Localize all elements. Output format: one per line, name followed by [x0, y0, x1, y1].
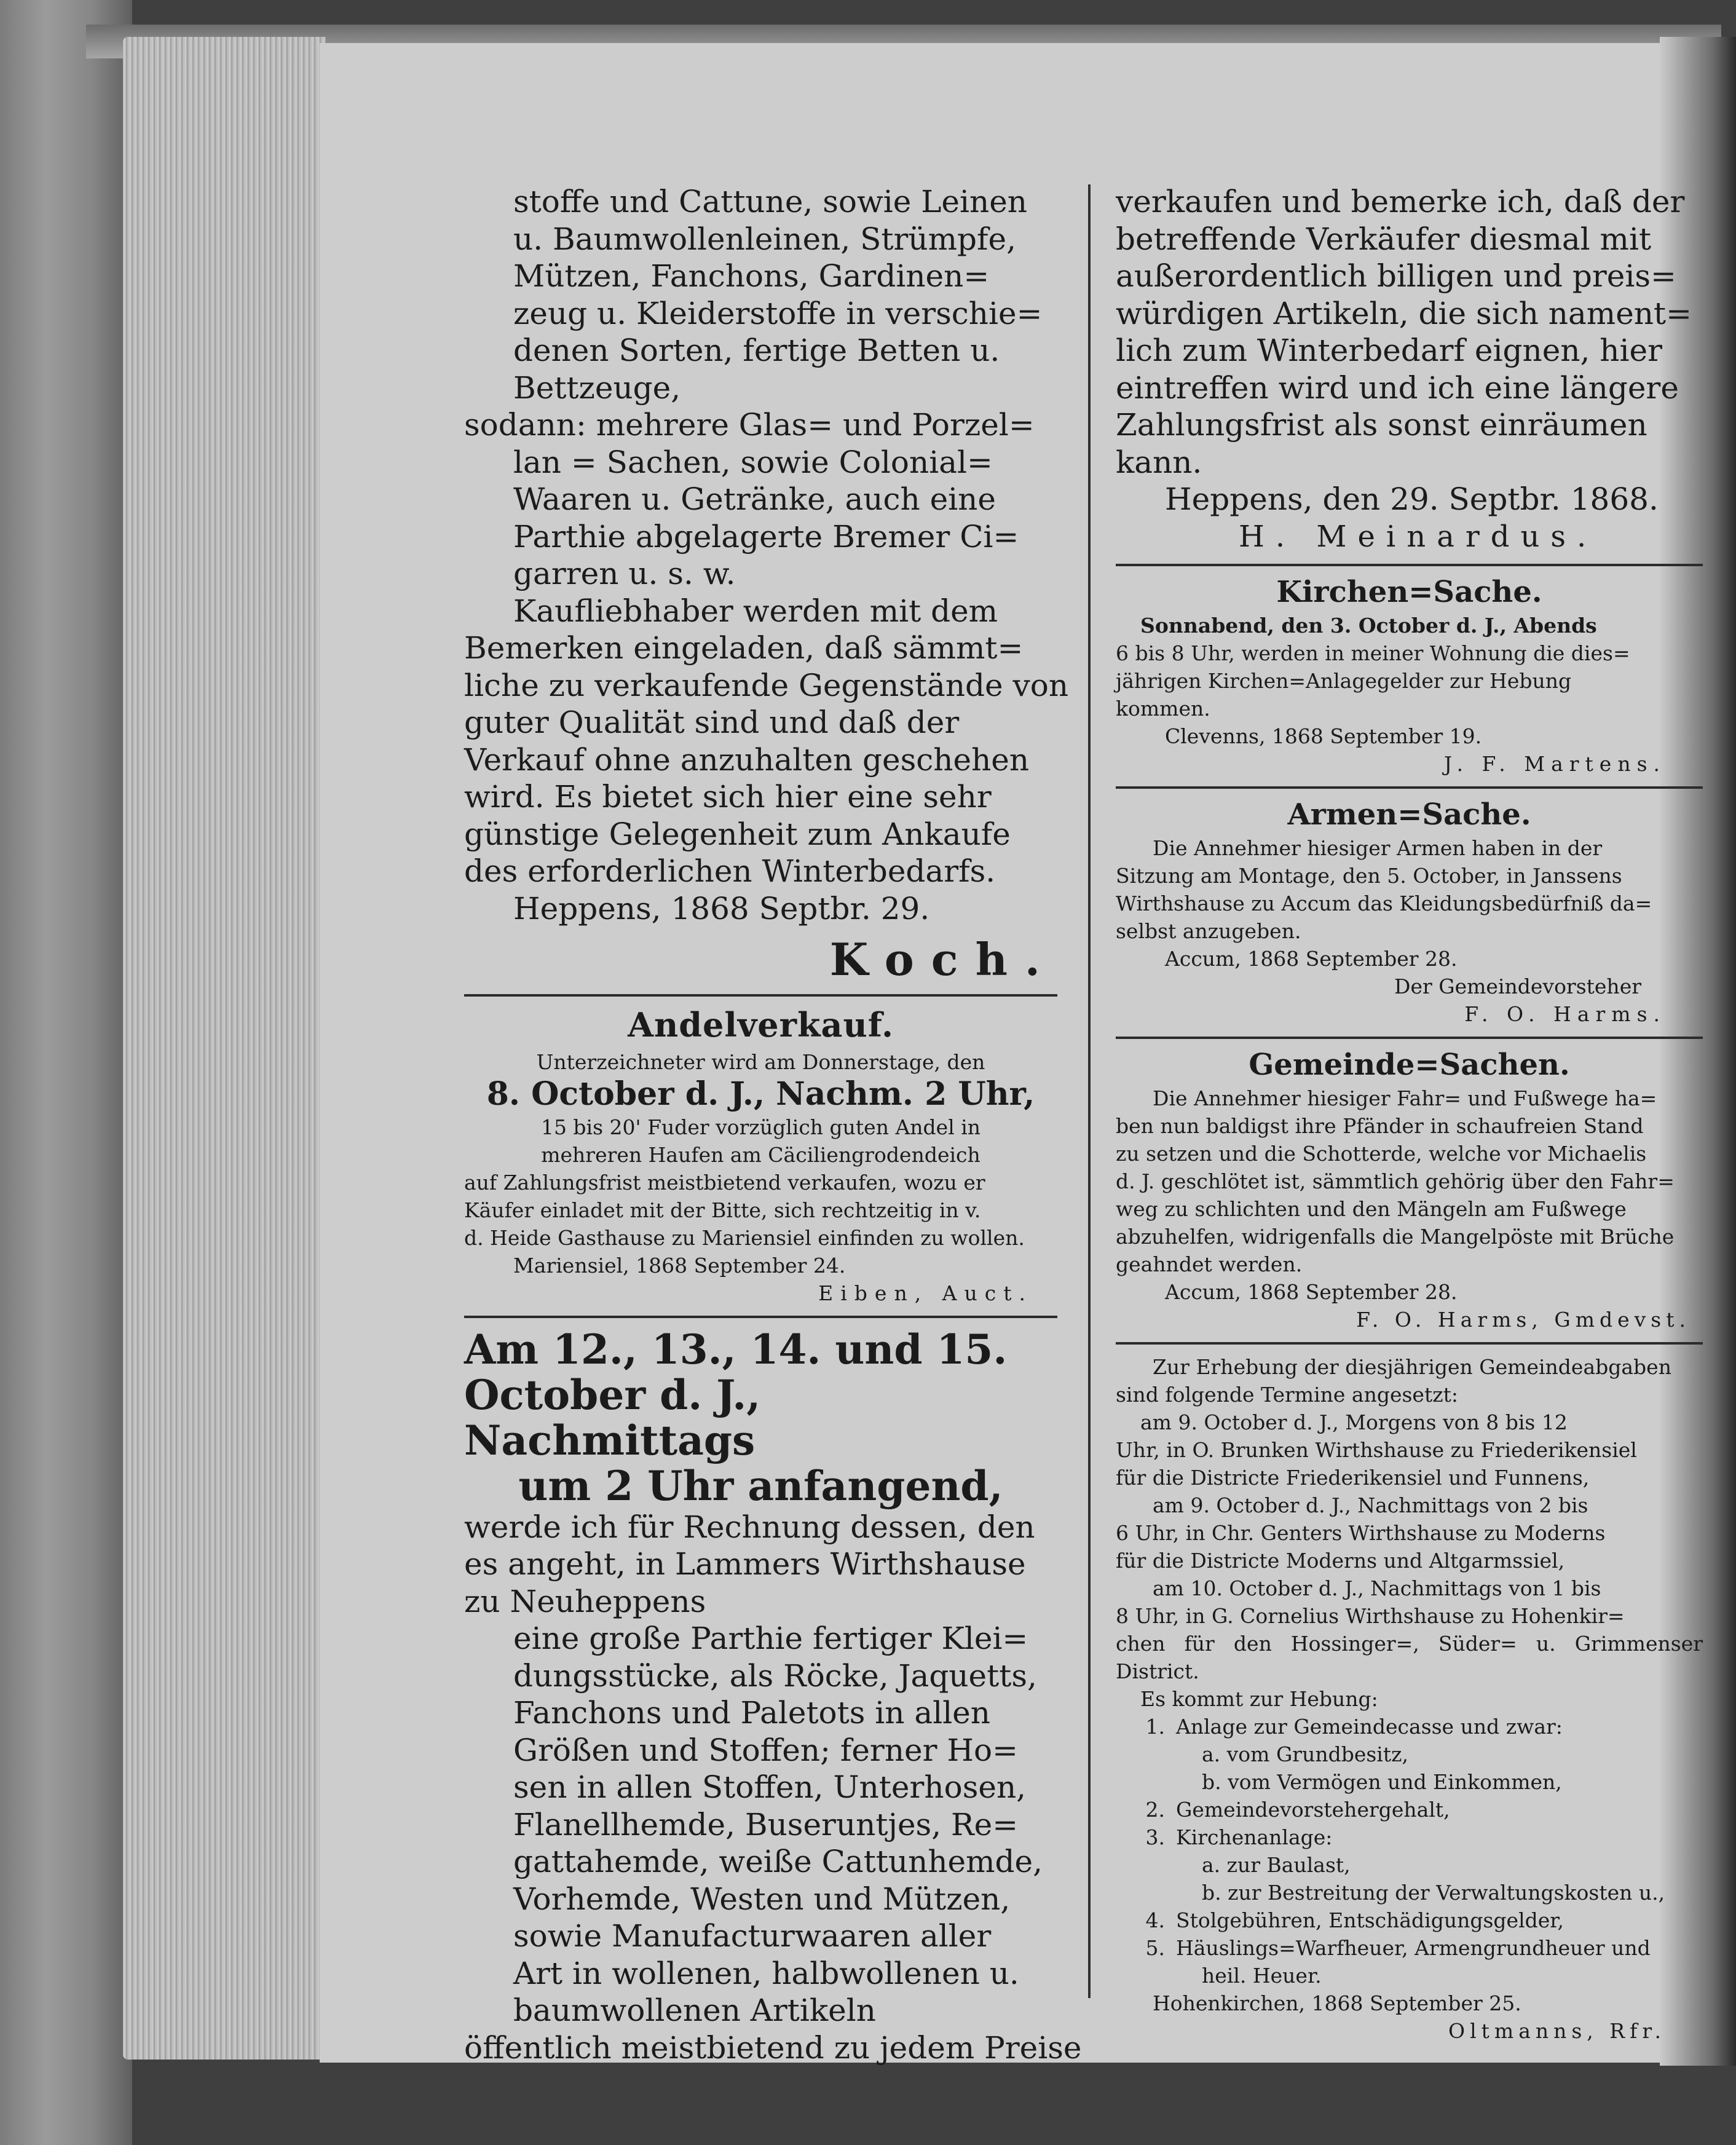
text-line: mehreren Haufen am Cäciliengrodendeich [541, 1142, 980, 1167]
text-line: zu setzen und die Schotterde, welche vor Michaelis [1116, 1142, 1647, 1166]
page-stack [123, 37, 326, 2060]
text-line: ben nun baldigst ihre Pfänder in schaufreien Stand [1116, 1114, 1644, 1138]
text-line: dungsstücke, als Röcke, Jaquetts, [513, 1657, 1037, 1694]
text-line: d. Heide Gasthause zu Mariensiel einfinden zu wollen. [464, 1225, 1025, 1250]
text-line: des erforderlichen Winterbedarfs. [464, 853, 996, 889]
section-rule [464, 1316, 1057, 1318]
text-line: lich zum Winterbedarf eignen, hier [1116, 333, 1662, 368]
text-line: zeug u. Kleiderstoffe in verschie= [513, 295, 1043, 331]
list-item: heil. Heuer. [1202, 1964, 1322, 1988]
text-line: sen in allen Stoffen, Unterhosen, [513, 1769, 1027, 1805]
list-item: 4. Stolgebühren, Entschädigungsgelder, [1145, 1908, 1564, 1932]
continuation-signature: H. Meinardus. [1239, 519, 1598, 554]
gemeinde-notice [1116, 1048, 1703, 1333]
text-line: Bemerken eingeladen, daß sämmt= [464, 630, 1024, 666]
left-column [464, 183, 1082, 2066]
list-item: 2. Gemeindevorstehergehalt, [1145, 1798, 1450, 1822]
text-line: d. J. geschlötet ist, sämmtlich gehörig über den Fahr= [1116, 1169, 1675, 1193]
text-line: Sitzung am Montage, den 5. October, in Janssens [1116, 864, 1622, 888]
text-line: guter Qualität sind und daß der [464, 705, 960, 740]
text-line: zu Neuheppens [464, 1583, 706, 1619]
gemeinde-signature: F. O. Harms, Gmdevst. [1356, 1308, 1691, 1332]
text-line: selbst anzugeben. [1116, 919, 1301, 943]
text-line: verkaufen und bemerke ich, daß der [1116, 184, 1685, 219]
continuation-block [1116, 183, 1703, 518]
text-line: Käufer einladet mit der Bitte, sich rechtzeitig in v. [464, 1198, 981, 1222]
andel-heading: Andelverkauf. [628, 1005, 894, 1045]
abgaben-signature: Oltmanns, Rfr. [1448, 2019, 1666, 2043]
text-line: stoffe und Cattune, sowie Leinen [513, 184, 1028, 219]
column-divider [1088, 184, 1091, 1998]
kirchen-notice [1116, 575, 1703, 778]
text-line: Art in wollenen, halbwollenen u. [513, 1955, 1019, 1991]
text-line: lan = Sachen, sowie Colonial= [513, 444, 993, 480]
text-line: 15 bis 20' Fuder vorzüglich guten Andel in [540, 1115, 981, 1139]
text-line: baumwollenen Artikeln [513, 1993, 876, 2028]
text-line: Größen und Stoffen; ferner Ho= [513, 1732, 1019, 1768]
section-rule [464, 994, 1057, 997]
armen-heading: Armen=Sache. [1287, 797, 1531, 832]
andel-place-date: Mariensiel, 1868 September 24. [513, 1253, 846, 1278]
andel-notice [464, 1005, 1057, 1307]
andel-signature: Eiben, Auct. [818, 1281, 1033, 1305]
text-line: jährigen Kirchen=Anlagegelder zur Hebung [1116, 669, 1572, 693]
text-line: Parthie abgelagerte Bremer Ci= [513, 518, 1019, 555]
clothing-auction-notice [464, 1325, 1082, 2067]
text-line: Sonnabend, den 3. October d. J., Abends [1140, 614, 1597, 638]
text-line: sodann: mehrere Glas= und Porzel= [464, 407, 1035, 443]
text-line: Die Annehmer hiesiger Armen haben in der [1153, 836, 1603, 860]
text-line: Flanellhemde, Buseruntjes, Re= [513, 1806, 1019, 1843]
text-line: garren u. s. w. [513, 556, 736, 591]
text-line: für die Districte Moderns und Altgarmssiel, [1116, 1549, 1565, 1573]
text-line: Verkauf ohne anzuhalten geschehen [464, 741, 1030, 778]
text-line: Wirthshause zu Accum das Kleidungsbedürfniß da= [1116, 891, 1652, 915]
text-line: kann. [1116, 444, 1202, 480]
text-line: Zahlungsfrist als sonst einräumen [1116, 407, 1647, 443]
section-rule [1116, 564, 1703, 566]
list-item: a. zur Baulast, [1202, 1853, 1351, 1877]
text-line: für die Districte Friederikensiel und Funnens, [1116, 1466, 1590, 1490]
gemeinde-heading: Gemeinde=Sachen. [1249, 1048, 1570, 1082]
clothing-headline-line: October d. J., Nachmittags [464, 1370, 761, 1464]
text-line: am 10. October d. J., Nachmittags von 1 bis [1153, 1576, 1601, 1600]
text-line: eine große Parthie fertiger Klei= [513, 1621, 1028, 1656]
text-line: Zur Erhebung der diesjährigen Gemeindeabgaben [1153, 1355, 1671, 1379]
list-item: a. vom Grundbesitz, [1202, 1742, 1408, 1766]
auction-block-3 [464, 593, 1069, 928]
text-line: Bettzeuge, [513, 369, 681, 406]
text-line: Waaren u. Getränke, auch eine [513, 481, 996, 517]
gemeinde-place-date: Accum, 1868 September 28. [1165, 1280, 1458, 1304]
text-line: weg zu schlichten und den Mängeln am Fußwege [1116, 1197, 1627, 1221]
text-line: abzuhelfen, widrigenfalls die Mangelpöste mit Brüche [1116, 1225, 1675, 1249]
list-item: 1. Anlage zur Gemeindecasse und zwar: [1145, 1715, 1563, 1739]
abgaben-place-date: Hohenkirchen, 1868 September 25. [1153, 1991, 1521, 2015]
list-item: 3. Kirchenanlage: [1145, 1825, 1333, 1849]
andel-intro: Unterzeichneter wird am Donnerstage, den [536, 1050, 985, 1074]
text-line: chen für den Hossinger=, Süder= u. Grimmenser District. [1116, 1632, 1703, 1683]
text-line: am 9. October d. J., Morgens von 8 bis 12 [1140, 1410, 1568, 1434]
armen-notice [1116, 797, 1703, 1028]
section-rule [1116, 1037, 1703, 1039]
text-line: außerordentlich billigen und preis= [1116, 258, 1676, 294]
text-line: Uhr, in O. Brunken Wirthshause zu Friederikensiel [1116, 1438, 1637, 1462]
auction-block-1 [464, 183, 1057, 406]
armen-signature: F. O. Harms. [1464, 1002, 1666, 1026]
auction-date: Heppens, 1868 Septbr. 29. [513, 890, 930, 926]
text-line: sowie Manufacturwaaren aller [513, 1918, 992, 1954]
text-line: Vorhemde, Westen und Mützen, [513, 1881, 1011, 1917]
text-line: Die Annehmer hiesiger Fahr= und Fußwege ha= [1153, 1086, 1657, 1110]
text-line: Mützen, Fanchons, Gardinen= [513, 258, 990, 294]
text-line: liche zu verkaufende Gegenstände von [464, 667, 1069, 703]
andel-date-line: 8. October d. J., Nachm. 2 Uhr, [486, 1075, 1035, 1113]
text-line: günstige Gelegenheit zum Ankaufe [464, 816, 1011, 852]
list-item: b. vom Vermögen und Einkommen, [1202, 1770, 1562, 1794]
continuation-date: Heppens, den 29. Septbr. 1868. [1165, 481, 1659, 517]
right-column [1116, 183, 1703, 2045]
auction-signature: Koch. [829, 933, 1057, 986]
text-line: betreffende Verkäufer diesmal mit [1116, 221, 1652, 257]
text-line: gattahemde, weiße Cattunhemde, [513, 1844, 1043, 1879]
text-line: wird. Es bietet sich hier eine sehr [464, 779, 992, 815]
text-line: es angeht, in Lammers Wirthshause [464, 1546, 1026, 1582]
text-line: kommen. [1116, 697, 1210, 721]
list-item: b. zur Bestreitung der Verwaltungskosten u., [1202, 1881, 1665, 1905]
text-line: 8 Uhr, in G. Cornelius Wirthshause zu Hohenkir= [1116, 1604, 1625, 1628]
text-line: sind folgende Termine angesetzt: [1116, 1383, 1458, 1407]
kirchen-heading: Kirchen=Sache. [1276, 575, 1542, 609]
armen-role: Der Gemeindevorsteher [1394, 974, 1641, 998]
section-rule [1116, 1342, 1703, 1345]
clothing-headline-line: um 2 Uhr anfangend, [518, 1461, 1003, 1510]
text-line: auf Zahlungsfrist meistbietend verkaufen, wozu er [464, 1170, 985, 1195]
text-line: würdigen Artikeln, die sich nament= [1116, 295, 1692, 331]
book-edge [0, 0, 132, 2145]
text-line: denen Sorten, fertige Betten u. [513, 333, 1000, 368]
list-item: 5. Häuslings=Warfheuer, Armengrundheuer und [1145, 1936, 1651, 1960]
section-rule [1116, 786, 1703, 789]
text-line: am 9. October d. J., Nachmittags von 2 bis [1153, 1493, 1588, 1517]
text-line: Kaufliebhaber werden mit dem [513, 593, 998, 629]
abgaben-notice [1116, 1353, 1703, 2045]
text-line: u. Baumwollenleinen, Strümpfe, [513, 221, 1017, 257]
text-line: 6 Uhr, in Chr. Genters Wirthshause zu Moderns [1116, 1521, 1606, 1545]
armen-place-date: Accum, 1868 September 28. [1165, 947, 1458, 971]
kirchen-place-date: Clevenns, 1868 September 19. [1165, 724, 1482, 748]
text-line: öffentlich meistbietend zu jedem Preise [464, 2029, 1082, 2066]
text-line: Es kommt zur Hebung: [1140, 1687, 1378, 1711]
clothing-headline-line: Am 12., 13., 14. und 15. [464, 1325, 1008, 1373]
kirchen-signature: J. F. Martens. [1443, 752, 1666, 776]
text-line: geahndet werden. [1116, 1252, 1303, 1276]
text-line: werde ich für Rechnung dessen, den [464, 1509, 1035, 1545]
text-line: eintreffen wird und ich eine längere [1116, 369, 1679, 406]
auction-block-2 [464, 406, 1057, 593]
text-line: Fanchons und Paletots in allen [513, 1695, 990, 1731]
text-line: 6 bis 8 Uhr, werden in meiner Wohnung die dies= [1116, 641, 1630, 665]
